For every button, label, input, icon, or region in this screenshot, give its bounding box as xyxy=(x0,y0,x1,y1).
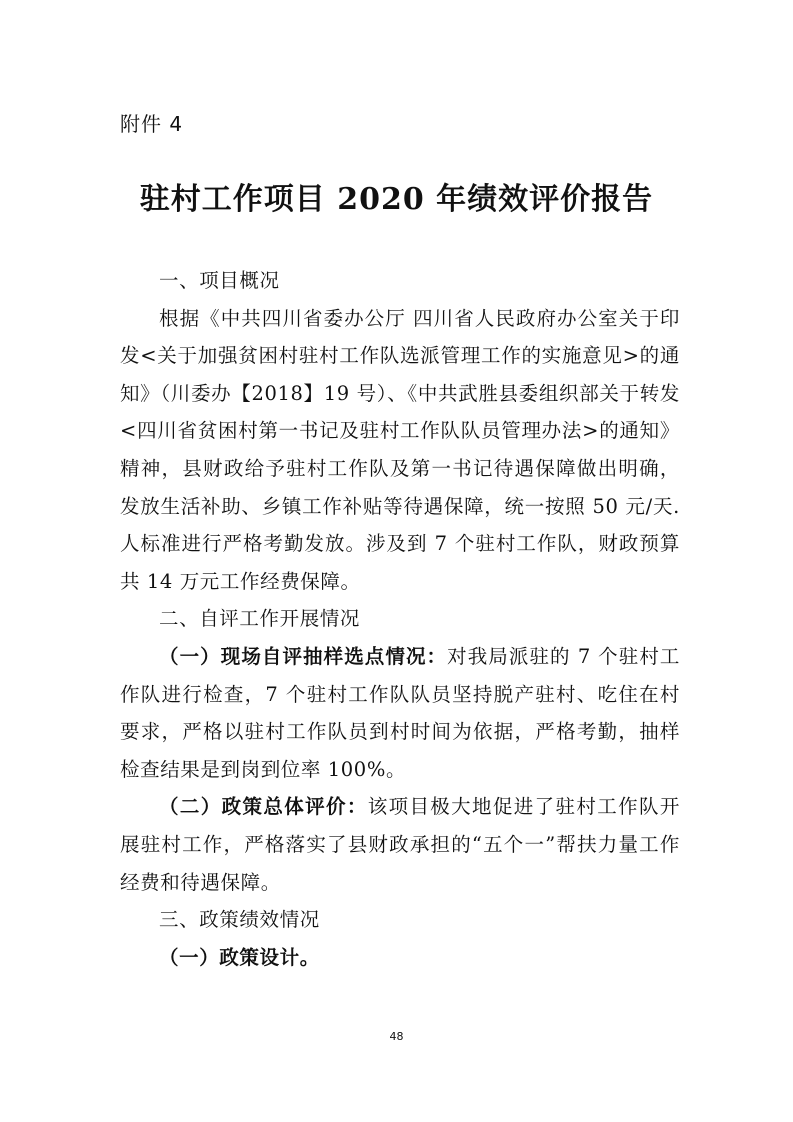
document-body xyxy=(120,262,680,976)
policy-evaluation-text: 该项目极大地促进了驻村工作队开展驻村工作，严格落实了县财政承担的“五个一”帮扶力量工作经费和待遇保障。 xyxy=(120,795,680,894)
page-number: 48 xyxy=(389,1030,404,1043)
overview-paragraph: 根据《中共四川省委办公厅 四川省人民政府办公室关于印发<关于加强贫困村驻村工作队选派管理工作的实施意见>的通知》（川委办【2018】19 号）、《中共武胜县委组织部关于转发<四川省贫困村第一书记及驻村工作队队员管理办法>的通知》精神，县财政给予驻村工作队及第一书记待遇保障做出明确，发放生活补助、乡镇工作补贴等待遇保障，统一按照 50 元/天.人标准进行严格考勤发放。涉及到 7 个驻村工作队，财政预算共 14 万元工作经费保障。 xyxy=(120,306,680,593)
sampling-text: 对我局派驻的 7 个驻村工作队进行检查，7 个驻村工作队队员坚持脱产驻村、吃住在村要求，严格以驻村工作队员到村时间为依据，严格考勤，抽样检查结果是到岗到位率 100%。 xyxy=(120,644,681,781)
section-heading-overview: 一、项目概况 xyxy=(159,269,280,292)
document-title: 驻村工作项目 2020 年绩效评价报告 xyxy=(139,182,654,217)
policy-design-subheading: （一）政策设计。 xyxy=(159,945,320,969)
attachment-label: 附件 4 xyxy=(120,112,184,136)
sampling-paragraph xyxy=(120,638,680,788)
policy-evaluation-paragraph xyxy=(120,788,680,901)
section-heading-performance: 三、政策绩效情况 xyxy=(159,908,320,932)
policy-evaluation-lead: （二）政策总体评价： xyxy=(159,795,368,819)
section-heading-self-evaluation: 二、自评工作开展情况 xyxy=(159,607,361,631)
sampling-lead: （一）现场自评抽样选点情况： xyxy=(159,644,448,668)
